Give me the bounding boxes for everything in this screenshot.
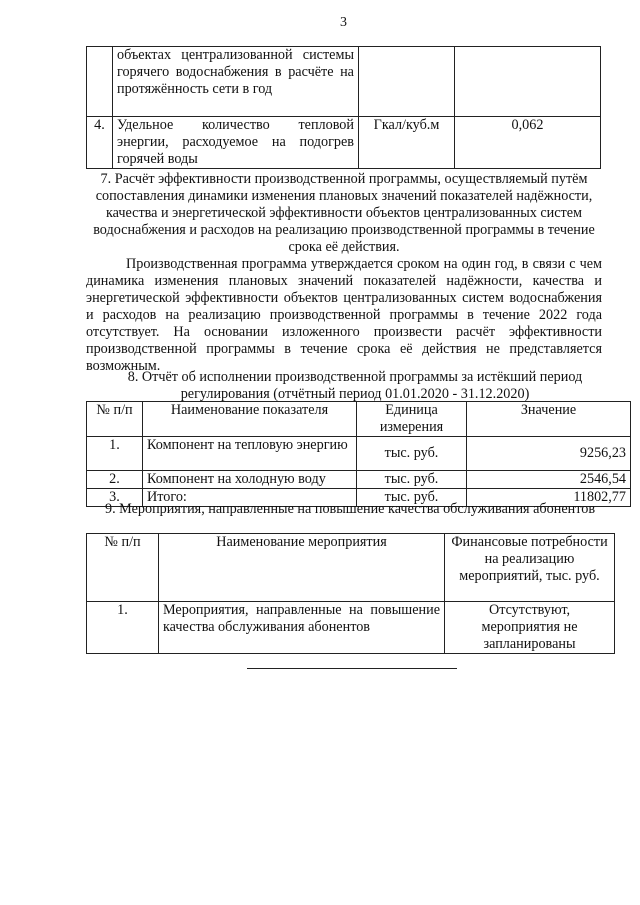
table-row <box>87 437 631 471</box>
column-header-funding: Финансовые потребности на реализацию мероприятий, тыс. руб. <box>445 534 615 602</box>
indicators-table-continuation <box>86 46 601 169</box>
closing-divider <box>247 668 457 669</box>
indicator-name: Итого: <box>143 489 357 507</box>
funding-cell: Отсутствуют, мероприятия не запланированы <box>445 602 615 654</box>
row-number: 2. <box>87 471 143 489</box>
page-number: 3 <box>340 15 347 30</box>
row-number <box>87 47 113 117</box>
unit-cell <box>359 47 455 117</box>
indicator-name: объектах централизованной системы горячего водоснабжения в расчёте на протяжённость сети в год <box>113 47 359 117</box>
column-header-unit: Единица измерения <box>357 402 467 437</box>
column-header-number: № п/п <box>87 402 143 437</box>
indicator-name: Компонент на холодную воду <box>143 471 357 489</box>
row-number: 4. <box>87 117 113 169</box>
column-header-name: Наименование показателя <box>143 402 357 437</box>
unit-cell: тыс. руб. <box>357 437 467 471</box>
section-8-heading: 8. Отчёт об исполнении производственной программы за истёкший период регулирования (отчётный период 01.01.2020 - 31.12.2020) <box>127 369 583 402</box>
row-number: 3. <box>87 489 143 507</box>
table-header-row <box>87 402 631 437</box>
indicator-name: Удельное количество тепловой энергии, расходуемое на подогрев горячей воды <box>113 117 359 169</box>
section-7-paragraph: Производственная программа утверждается сроком на один год, в связи с чем динамика изменения плановых значений показателей надёжности, качества и энергетической эффективности объектов централизованных систем водоснабжения и расходов на реализацию производственной программы в течение 2022 года отсутствует. На основании изложенного произвести расчёт эффективности производственной программы в течение срока её действия не представляется возможным. <box>86 256 602 374</box>
table-row <box>87 117 601 169</box>
row-number: 1. <box>87 437 143 471</box>
report-table <box>86 401 631 507</box>
measures-table <box>86 533 615 654</box>
value-cell: 11802,77 <box>467 489 631 507</box>
value-cell: 2546,54 <box>467 471 631 489</box>
unit-cell: тыс. руб. <box>357 471 467 489</box>
table-row <box>87 47 601 117</box>
row-number: 1. <box>87 602 159 654</box>
unit-cell: Гкал/куб.м <box>359 117 455 169</box>
section-7-heading: 7. Расчёт эффективности производственной программы, осуществляемый путём сопоставления динамики изменения плановых значений показателей надёжности, качества и энергетической эффективности объектов централизованных систем водоснабжения и расходов на реализацию производственной программы в течение срока её действия. <box>93 171 595 255</box>
column-header-value: Значение <box>467 402 631 437</box>
table-header-row <box>87 534 615 602</box>
section-9-heading: 9. Мероприятия, направленные на повышение качества обслуживания абонентов <box>104 501 596 517</box>
indicator-name: Компонент на тепловую энергию <box>143 437 357 471</box>
table-row <box>87 471 631 489</box>
value-cell: 9256,23 <box>467 437 631 471</box>
column-header-number: № п/п <box>87 534 159 602</box>
value-cell: 0,062 <box>455 117 601 169</box>
column-header-name: Наименование мероприятия <box>159 534 445 602</box>
measure-name: Мероприятия, направленные на повышение качества обслуживания абонентов <box>159 602 445 654</box>
value-cell <box>455 47 601 117</box>
table-row <box>87 602 615 654</box>
unit-cell: тыс. руб. <box>357 489 467 507</box>
